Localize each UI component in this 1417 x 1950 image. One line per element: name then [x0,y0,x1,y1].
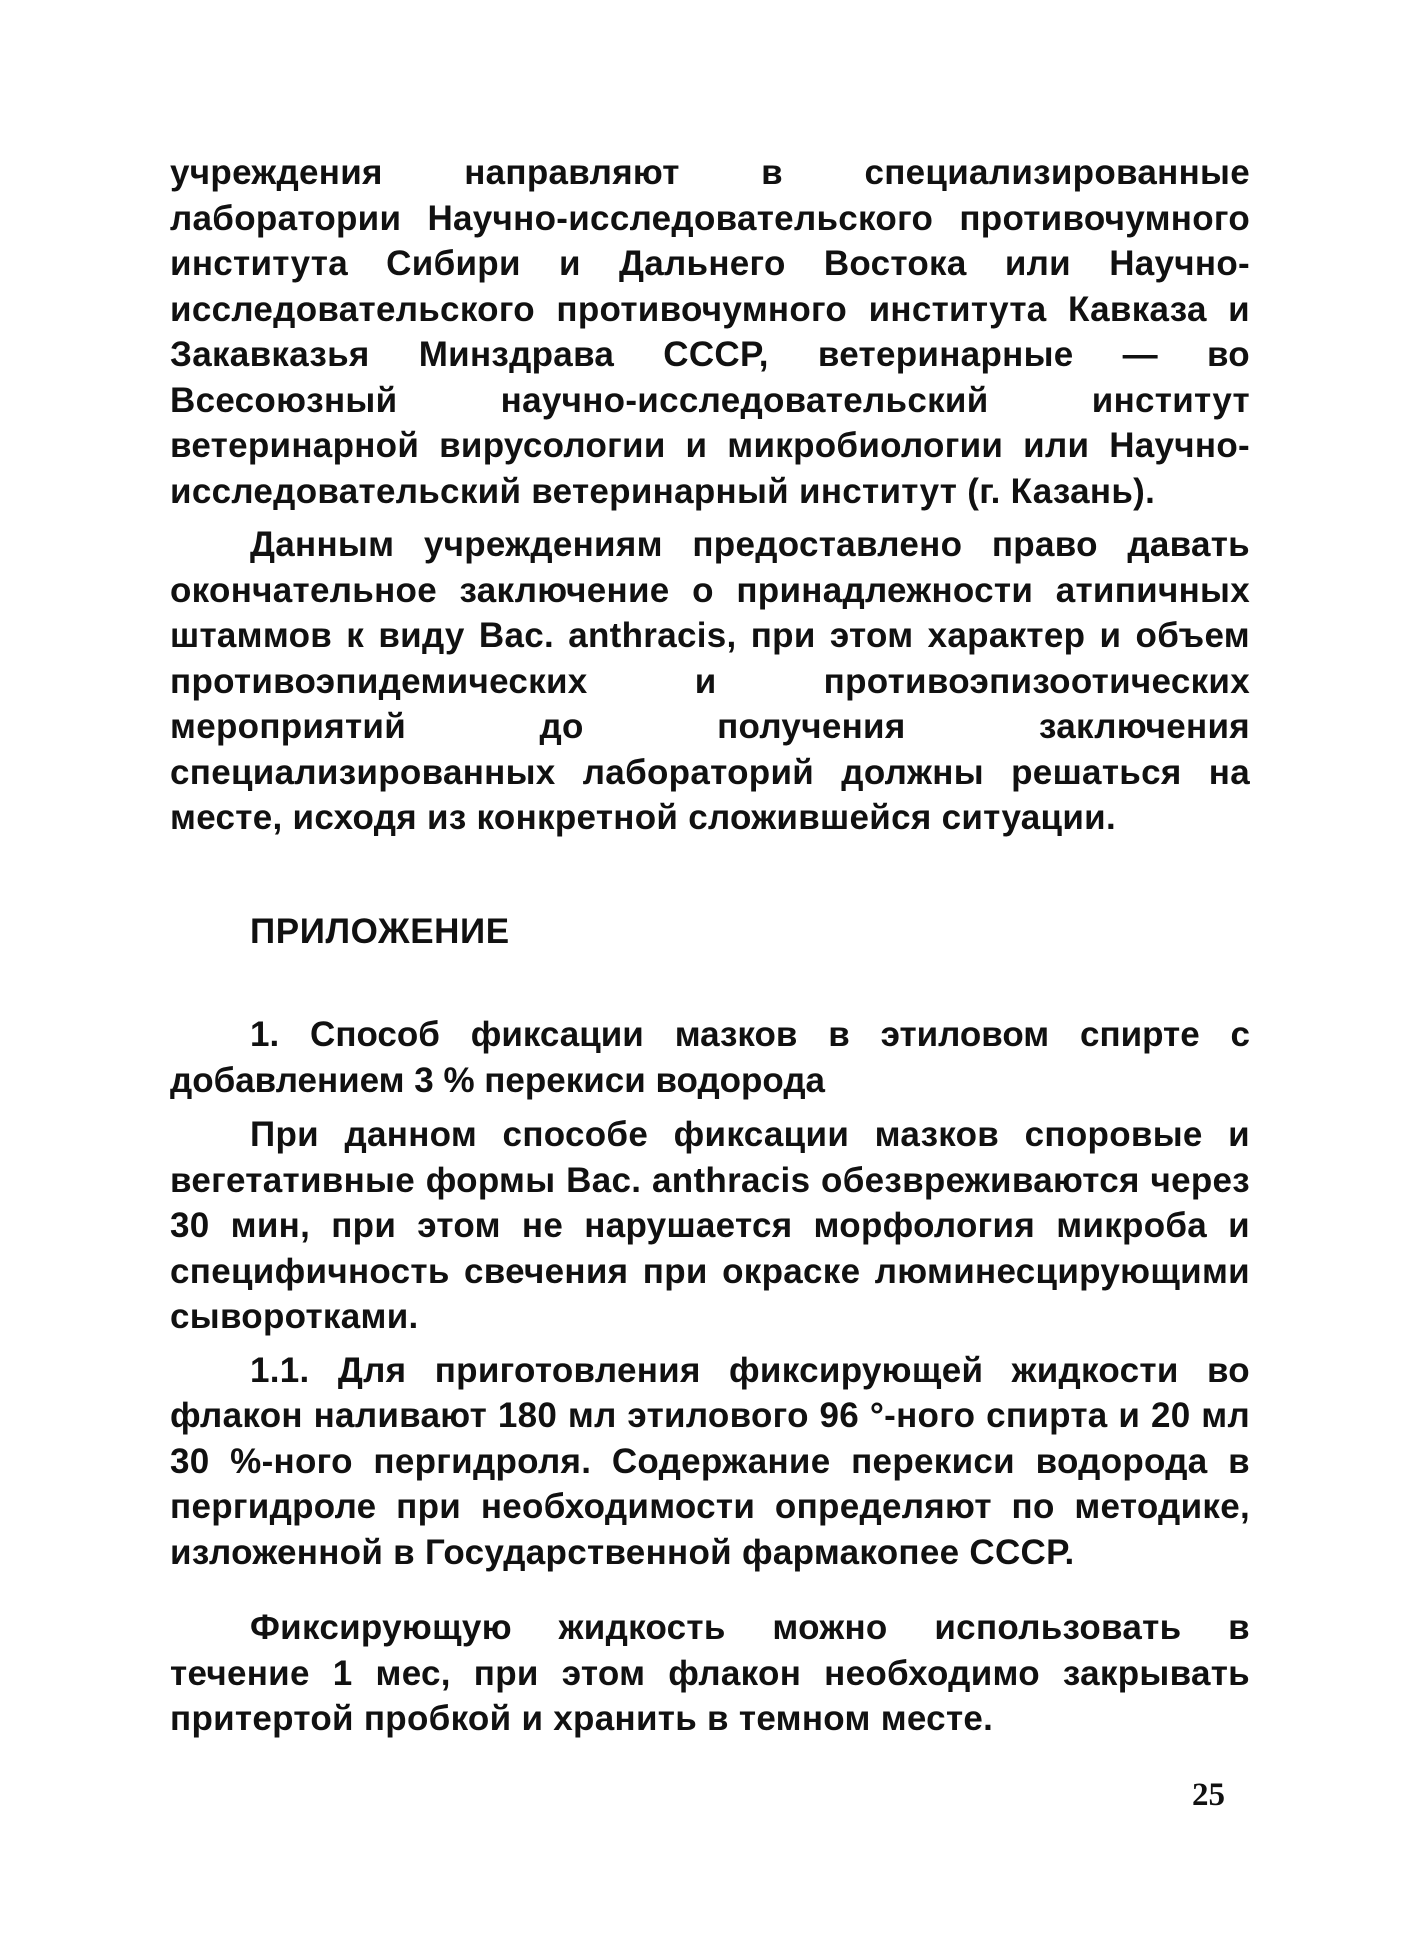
text-block-top [170,150,1250,841]
paragraph-method-description: При данном способе фиксации мазков споровые и вегетативные формы Bac. anthracis обезвреживаются через 30 мин, при этом не нарушается морфология микроба и специфичность свечения при окраске люминесцирующими сыворотками. [170,1115,1250,1336]
appendix-heading: ПРИЛОЖЕНИЕ [250,912,510,951]
page-number: 25 [1192,1777,1225,1813]
text-block-section-1 [170,1112,1250,1575]
paragraph-conclusion: Данным учреждениям предоставлено право давать окончательное заключение о принадлежности атипичных штаммов к виду Bac. anthracis, при этом характер и объем противоэпидемических и противоэпизоотических мероприятий до получения заключения специализированных лабораторий должны решаться на месте, исходя из конкретной сложившейся ситуации. [170,525,1250,837]
section-1-heading: 1. Способ фиксации мазков в этиловом спирте с добавлением 3 % перекиси водорода [170,1015,1250,1100]
paragraph-storage: Фиксирующую жидкость можно использовать в течение 1 мес, при этом флакон необходимо закрывать притертой пробкой и хранить в темном месте. [170,1608,1250,1738]
paragraph-continuation: учреждения направляют в специализированные лаборатории Научно-исследовательского противочумного института Сибири и Дальнего Востока или Научно-исследовательского противочумного института Кавказа и Закавказья Минздрава СССР, ветеринарные — во Всесоюзный научно-исследовательский институт ветеринарной вирусологии и микробиологии или Научно-исследовательский ветеринарный институт (г. Казань). [170,153,1250,511]
text-block-storage [170,1605,1250,1742]
paragraph-preparation: 1.1. Для приготовления фиксирующей жидкости во флакон наливают 180 мл этилового 96 °-ного спирта и 20 мл 30 %-ного пергидроля. Содержание перекиси водорода в пергидроле при необходимости определяют по методике, изложенной в Государственной фармакопее СССР. [170,1350,1250,1572]
